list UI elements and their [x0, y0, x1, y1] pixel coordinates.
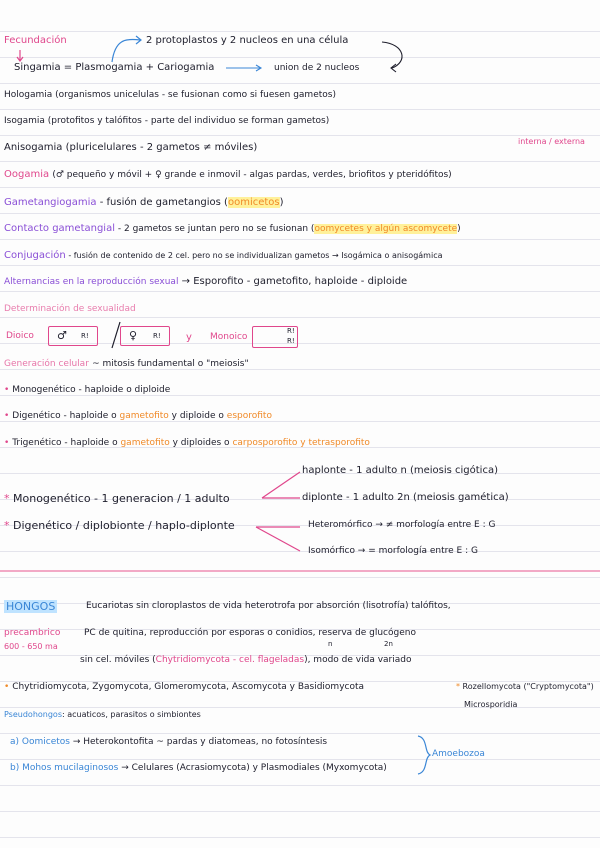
monogenetico-line: • Monogenético - haploide o diploide — [4, 385, 171, 395]
conidios-2n: 2n — [384, 640, 393, 648]
precambrico-years: 600 - 650 ma — [4, 642, 58, 651]
hongos-line3a: sin cel. móviles ( — [80, 655, 156, 665]
digenetico-label: Digenético — [12, 411, 61, 421]
trigenetico-hl1: gametofito — [120, 438, 170, 448]
conjugacion-text: - fusión de contenido de 2 cel. pero no se individualizan gametos → Isogámica o anisogámica — [68, 251, 443, 260]
heteromorfico-line: Heteromórfico → ≠ morfología entre E : G — [308, 520, 496, 530]
digenetico-hl2: esporofito — [226, 411, 272, 421]
precambrico-label: precambrico — [4, 628, 61, 638]
monogenetico-text: - haploide o diploide — [78, 385, 171, 395]
generacion-text: ~ mitosis fundamental o "meiosis" — [92, 359, 249, 369]
trigenetico-text2: y diploides o — [172, 438, 230, 448]
trigenetico-line: • Trigenético - haploide o gametofito y diploides o carposporofito y tetrasporofito — [4, 438, 370, 448]
digenetico-text1: - haploide o — [63, 411, 117, 421]
hongos-line3hl: Chytridiomycota - cel. flageladas — [155, 655, 305, 665]
esporas-n: n — [328, 640, 333, 648]
rozella-line: * Rozellomycota ("Cryptomycota") — [456, 682, 594, 691]
monogenetico-ciclo: * Monogenético - 1 generacion / 1 adulto — [4, 492, 230, 505]
dioico-label: Dioico — [6, 331, 34, 341]
generacion-line — [4, 359, 249, 369]
fecundacion-title: Fecundación — [4, 35, 67, 46]
oomicetos-text: → Heterokontofita ~ pardas y diatomeas, no fotosíntesis — [72, 737, 328, 747]
mohos-line — [10, 764, 387, 773]
rozella-text: Rozellomycota ("Cryptomycota") — [462, 682, 594, 691]
amoebozoa-label: Amoebozoa — [432, 749, 485, 759]
sexualidad-title: Determinación de sexualidad — [4, 304, 136, 314]
isomorfico-line: Isomórfico → = morfología entre E : G — [308, 546, 478, 556]
contacto-line — [4, 224, 461, 234]
fecundacion-plastos: 2 protoplastos y 2 nucleos en una célula — [146, 35, 349, 46]
monoico-box — [252, 326, 298, 348]
pseudohongos-label: Pseudohongos — [4, 710, 62, 719]
mohos-text: → Celulares (Acrasiomycota) y Plasmodiales (Myxomycota) — [121, 763, 387, 773]
alternancia-label: Alternancias en la reproducción sexual — [4, 277, 179, 287]
gametangiogamia-label: Gametangiogamia — [4, 197, 97, 208]
oogamia-text: (♂ pequeño y móvil + ♀ grande e inmovil - algas pardas, verdes, briofitos y pteridófitos) — [52, 170, 452, 180]
hongos-title: HONGOS — [6, 600, 56, 613]
female-symbol: ♀ — [129, 329, 138, 342]
contacto-hl: oomycetes y algún ascomycete — [314, 224, 458, 234]
dioico-male-box — [48, 326, 98, 346]
trigenetico-hl2: carposporofito y tetrasporofito — [232, 438, 370, 448]
digenetico-line: • Digenético - haploide o gametofito y diploide o esporofito — [4, 411, 272, 421]
digenetico-hl1: gametofito — [119, 411, 169, 421]
singamia-def: Singamia = Plasmogamia + Cariogamia — [14, 62, 215, 73]
diplonte-line: diplonte - 1 adulto 2n (meiosis gamética) — [302, 492, 509, 503]
oomicetos-label: a) Oomicetos — [10, 737, 70, 747]
hongos-line2: PC de quitina, reproducción por esporas o conidios, reserva de glucógeno — [84, 628, 416, 638]
monoico-r1: R! — [287, 327, 295, 335]
male-r: R! — [81, 332, 89, 340]
isogamia-item: Isogamia (protofitos y talófitos - parte del individuo se forman gametos) — [4, 116, 330, 126]
gametangiogamia-end: ) — [279, 197, 284, 208]
y-connector: y — [186, 332, 192, 343]
conjugacion-line — [4, 251, 443, 261]
anisogamia-item: Anisogamia (pluricelulares - 2 gametos ≠ móviles) — [4, 142, 258, 153]
conjugacion-label: Conjugación — [4, 250, 66, 261]
trigenetico-text1: - haploide o — [64, 438, 118, 448]
female-r: R! — [153, 332, 161, 340]
male-symbol: ♂ — [57, 329, 67, 342]
dioico-female-box — [120, 326, 170, 346]
oogamia-label: Oogamia — [4, 169, 50, 180]
monoico-r2: R! — [287, 337, 295, 345]
monogenetico-ciclo-text: Monogenético - 1 generacion / 1 adulto — [13, 492, 230, 505]
haplonte-line: haplonte - 1 adulto n (meiosis cigótica) — [302, 465, 498, 476]
hongos-line3b: ), modo de vida variado — [304, 655, 412, 665]
generacion-title: Generación celular — [4, 359, 89, 369]
monoico-label: Monoico — [210, 332, 248, 342]
alternancia-text: → Esporofito - gametofito, haploide - diploide — [181, 276, 408, 287]
phyla-line: • Chytridiomycota, Zygomycota, Glomeromycota, Ascomycota y Basidiomycota — [4, 682, 365, 692]
hologamia-item: Hologamia (organismos unicelulas - se fusionan como si fuesen gametos) — [4, 90, 336, 100]
contacto-end: ) — [457, 224, 461, 234]
monogenetico-label: Monogenético — [12, 385, 76, 395]
digenetico-ciclo-text: Digenético / diplobionte / haplo-diplonte — [13, 519, 235, 532]
hongos-line1: Eucariotas sin cloroplastos de vida heterotrofa por absorción (lisotrofía) talófitos, — [86, 601, 451, 611]
trigenetico-label: Trigenético — [12, 438, 62, 448]
pseudohongos-text: : acuaticos, parasitos o simbiontes — [62, 710, 201, 719]
hongos-line3 — [80, 656, 411, 665]
alternancia-line — [4, 277, 407, 287]
mohos-label: b) Mohos mucilaginosos — [10, 763, 119, 773]
pseudohongos-line — [4, 711, 201, 719]
union-nucleos: union de 2 nucleos — [274, 63, 360, 73]
anisogamia-note: interna / externa — [518, 137, 585, 146]
gametangiogamia-line — [4, 198, 284, 208]
gametangiogamia-hl: oomicetos — [227, 197, 280, 208]
contacto-label: Contacto gametangial — [4, 223, 115, 234]
oogamia-item — [4, 170, 452, 180]
microsporidia: Microsporidia — [464, 700, 518, 709]
gametangiogamia-text: - fusión de gametangios ( — [99, 197, 228, 208]
contacto-text: - 2 gametos se juntan pero no se fusionan ( — [117, 224, 315, 234]
phyla-text: Chytridiomycota, Zygomycota, Glomeromycota, Ascomycota y Basidiomycota — [12, 682, 365, 692]
digenetico-text2: y diploide o — [171, 411, 224, 421]
section-divider — [0, 570, 600, 572]
oomicetos-line — [10, 738, 327, 747]
digenetico-ciclo: * Digenético / diplobionte / haplo-diplonte — [4, 519, 235, 532]
